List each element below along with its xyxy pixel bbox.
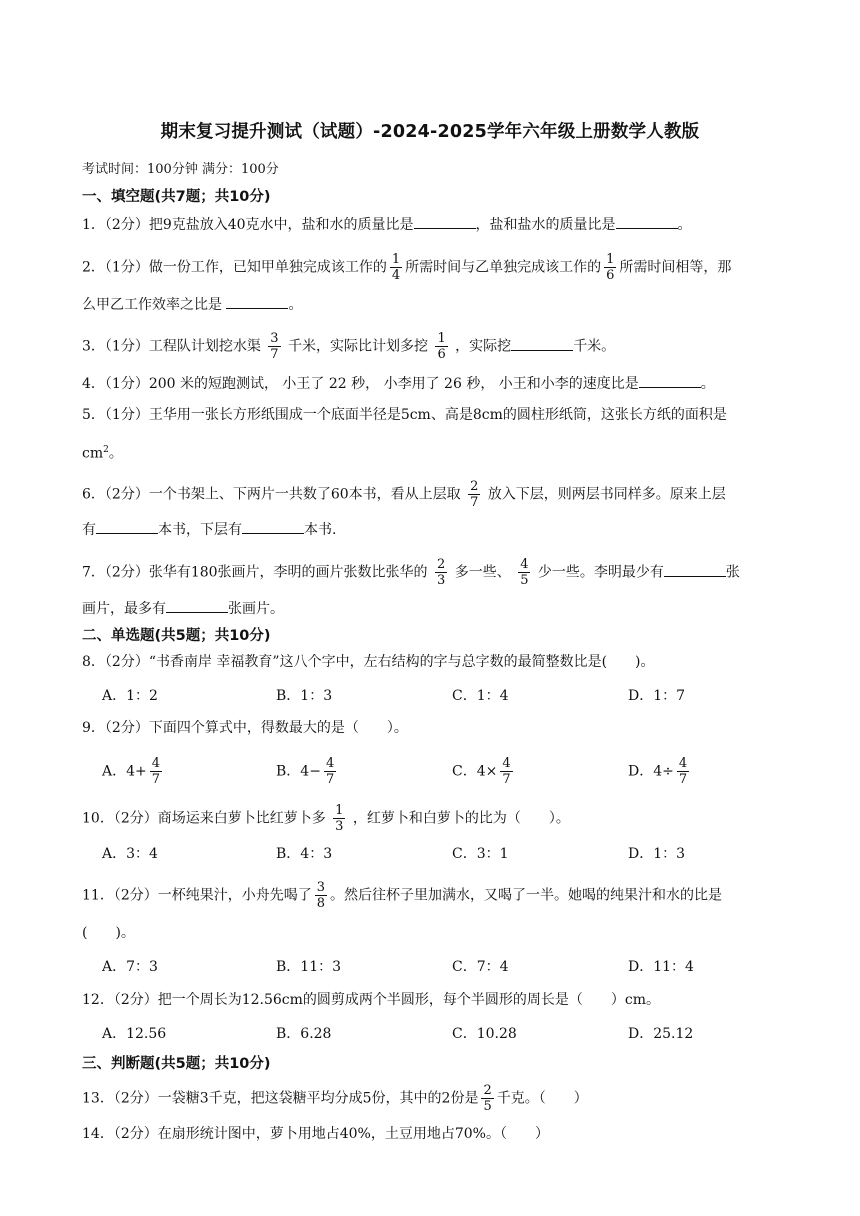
option-a[interactable]: A．12.56 [102,1026,167,1042]
fraction: $\frac{3}{8}$ [316,880,326,911]
option-b[interactable]: B．4− $\frac{4}{7}$ [276,756,335,787]
page-title: 期末复习提升测试（试题）-2024-2025学年六年级上册数学人教版 [160,122,700,142]
question-8: 8．（2分）“书香南岸 幸福教育”这八个字中，左右结构的字与总字数的最简整数比是( )。 [82,654,655,670]
option-b[interactable]: B．11：3 [276,959,342,975]
option-d[interactable]: D．11：4 [628,959,694,975]
fraction: $\frac{4}{7}$ [325,756,335,787]
question-12: 12．（2分）把一个周长为12.56cm的圆剪成两个半圆形，每个半圆形的周长是（ ）cm。 [82,992,661,1008]
question-11-line-2: ( )。 [82,925,135,941]
answer-blank[interactable] [639,372,701,388]
option-b[interactable]: B．1：3 [276,688,333,704]
question-4: 4．（1分）200 米的短跑测试， 小王了 22 秒， 小李用了 26 秒， 小王和小李的速度比是 。 [82,372,715,394]
answer-blank[interactable] [226,293,288,309]
answer-blank[interactable] [664,561,726,577]
question-5: 5．（1分）王华用一张长方形纸围成一个底面半径是5cm、高是8cm的圆柱形纸筒，这张长方纸的面积是 [82,407,727,423]
question-13: 13．（2分）一袋糖3千克，把这袋糖平均分成5份，其中的2份是 $\frac{2}{5}$ 千克。（ ） [82,1083,588,1114]
question-2: 2．（1分）做一份工作，已知甲单独完成该工作的 $\frac{1}{4}$ 所需时间与乙单独完成该工作的 $\frac{1}{6}$ 所需时间相等，那 [82,252,732,283]
question-3: 3．（1分）工程队计划挖水渠 $\frac{3}{7}$ 千米，实际比计划多挖 $\frac{1}{6}$ ，实际挖 千米。 [82,331,616,362]
option-a[interactable]: A．1：2 [102,688,158,704]
section-heading-fill-blank: 一、填空题(共7题；共10分) [82,189,271,205]
question-5-line-2: $cm^2$。 [82,445,123,462]
option-a[interactable]: A．3：4 [102,846,158,862]
option-c[interactable]: C．1：4 [452,688,509,704]
question-6: 6．（2分）一个书架上、下两片一共数了60本书，看从上层取 $\frac{2}{7}$ 放入下层，则两层书同样多。原来上层 [82,479,726,510]
exam-meta: 考试时间：100分钟 满分：100分 [82,162,279,177]
fraction: $\frac{2}{7}$ [470,479,479,510]
fraction: $\frac{4}{7}$ [151,756,161,787]
fraction: $\frac{4}{7}$ [678,756,688,787]
question-7-line-2: 画片，最多有 张画片。 [82,597,284,619]
option-c[interactable]: C．7：4 [452,959,509,975]
question-1: 1．（2分）把9克盐放入40克水中，盐和水的质量比是 ，盐和盐水的质量比是 。 [82,213,692,235]
question-11: 11．（2分）一杯纯果汁，小舟先喝了 $\frac{3}{8}$ 。然后往杯子里加满水，又喝了一半。她喝的纯果汁和水的比是 [82,880,723,911]
question-10: 10．（2分）商场运来白萝卜比红萝卜多 $\frac{1}{3}$ ，红萝卜和白萝卜的比为（ ）。 [82,803,570,834]
section-heading-single-choice: 二、单选题(共5题；共10分) [82,628,271,644]
question-9: 9．（2分）下面四个算式中，得数最大的是（ ）。 [82,720,408,736]
question-7: 7．（2分）张华有180张画片，李明的画片张数比张华的 $\frac{2}{3}$ 多一些、 $\frac{4}{5}$ 少一些。李明最少有 张 [82,557,740,588]
option-b[interactable]: B．4：3 [276,846,333,862]
option-d[interactable]: D．1：7 [628,688,686,704]
fraction: $\frac{1}{6}$ [606,252,615,283]
option-d[interactable]: D．1：3 [628,846,686,862]
fraction: $\frac{4}{7}$ [502,756,511,787]
question-2-line-2: 么甲乙工作效率之比是 。 [82,293,302,315]
fraction: $\frac{4}{5}$ [520,557,529,588]
fraction: $\frac{1}{3}$ [335,803,344,834]
option-c[interactable]: C．10.28 [452,1026,517,1042]
question-6-line-2: 有 本书，下层有 本书. [82,518,336,540]
fraction: $\frac{2}{3}$ [437,557,446,588]
fraction: $\frac{1}{6}$ [437,331,446,362]
section-heading-true-false: 三、判断题(共5题；共10分) [82,1056,271,1072]
answer-blank[interactable] [96,518,158,534]
option-b[interactable]: B．6.28 [276,1026,332,1042]
option-d[interactable]: D．4÷ $\frac{4}{7}$ [628,756,688,787]
option-d[interactable]: D．25.12 [628,1026,694,1042]
option-a[interactable]: A．7：3 [102,959,158,975]
answer-blank[interactable] [511,335,573,351]
option-a[interactable]: A．4+ $\frac{4}{7}$ [102,756,161,787]
answer-blank[interactable] [616,213,678,229]
fraction: $\frac{2}{5}$ [483,1083,492,1114]
option-c[interactable]: C．3：1 [452,846,509,862]
answer-blank[interactable] [166,597,228,613]
fraction: $\frac{1}{4}$ [391,252,401,283]
option-c[interactable]: C．4× $\frac{4}{7}$ [452,756,511,787]
answer-blank[interactable] [242,518,304,534]
answer-blank[interactable] [414,213,476,229]
question-14: 14．（2分）在扇形统计图中，萝卜用地占40%，土豆用地占70%。（ ） [82,1126,549,1142]
fraction: $\frac{3}{7}$ [270,331,279,362]
